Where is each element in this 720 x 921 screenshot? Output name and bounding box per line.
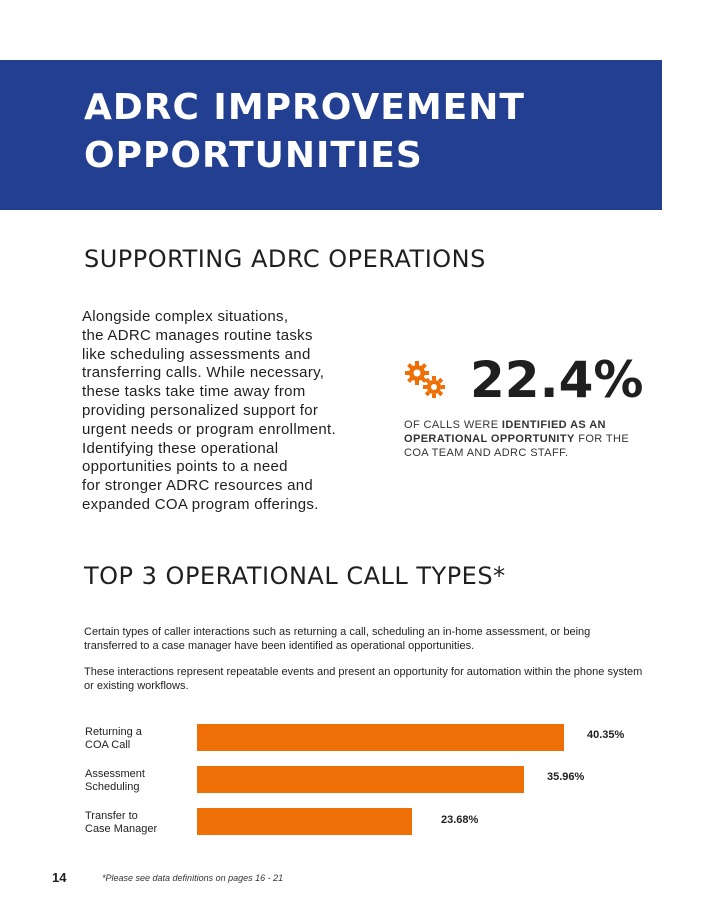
bar-transfer-case-manager <box>197 808 412 835</box>
intro-line: these tasks take time away from <box>82 383 306 401</box>
bar-category-line: Returning a <box>85 726 142 738</box>
intro-line: Identifying these operational <box>82 439 279 457</box>
intro-line: for stronger ADRC resources and <box>82 477 314 495</box>
intro-line: providing personalized support for <box>82 401 319 419</box>
bar-value-label: 35.96% <box>547 771 585 783</box>
bar-category-line: Assessment <box>85 768 145 780</box>
stat-caption-pre: OF CALLS WERE <box>404 419 502 431</box>
call-types-paragraph-2: These interactions represent repeatable events and present an opportunity for automation within the phone system or existing workflows. <box>84 666 643 692</box>
intro-paragraph <box>82 308 382 515</box>
gears-icon <box>404 360 448 400</box>
stat-caption-post: FOR THE COA TEAM AND ADRC STAFF. <box>404 433 630 459</box>
page-number: 14 <box>52 870 67 885</box>
bar-value-label: 23.68% <box>441 814 479 826</box>
page-title: ADRC IMPROVEMENT OPPORTUNITIES <box>84 87 525 176</box>
intro-line: Alongside complex situations, <box>82 308 289 325</box>
stat-percentage: 22.4% <box>470 351 644 409</box>
bar-category-line: Transfer to <box>85 810 138 822</box>
bar-category-line: COA Call <box>85 739 131 751</box>
intro-line: expanded COA program offerings. <box>82 495 319 513</box>
bar-returning-call <box>197 724 564 751</box>
intro-line: the ADRC manages routine tasks <box>82 326 313 344</box>
bar-category-label <box>85 810 185 836</box>
section-title-operations: SUPPORTING ADRC OPERATIONS <box>84 245 486 273</box>
bar-category-line: Scheduling <box>85 781 140 793</box>
stat-caption <box>404 418 644 460</box>
stat-caption-bold: IDENTIFIED AS AN OPERATIONAL OPPORTUNITY <box>404 419 606 445</box>
intro-line: transferring calls. While necessary, <box>82 364 325 382</box>
footnote: *Please see data definitions on pages 16 - 21 <box>102 873 284 883</box>
section-title-call-types: TOP 3 OPERATIONAL CALL TYPES* <box>84 562 506 590</box>
intro-line: urgent needs or program enrollment. <box>82 420 336 438</box>
intro-line: opportunities points to a need <box>82 458 288 476</box>
bar-category-line: Case Manager <box>85 823 158 835</box>
bar-value-label: 40.35% <box>587 729 625 741</box>
bar-category-label <box>85 726 185 752</box>
bar-assessment-scheduling <box>197 766 524 793</box>
intro-line: like scheduling assessments and <box>82 345 311 363</box>
bar-category-label <box>85 768 185 794</box>
call-types-paragraph-1: Certain types of caller interactions such as returning a call, scheduling an in-home assessment, or being transferred to a case manager have been identified as operational opportunities. <box>84 626 591 652</box>
